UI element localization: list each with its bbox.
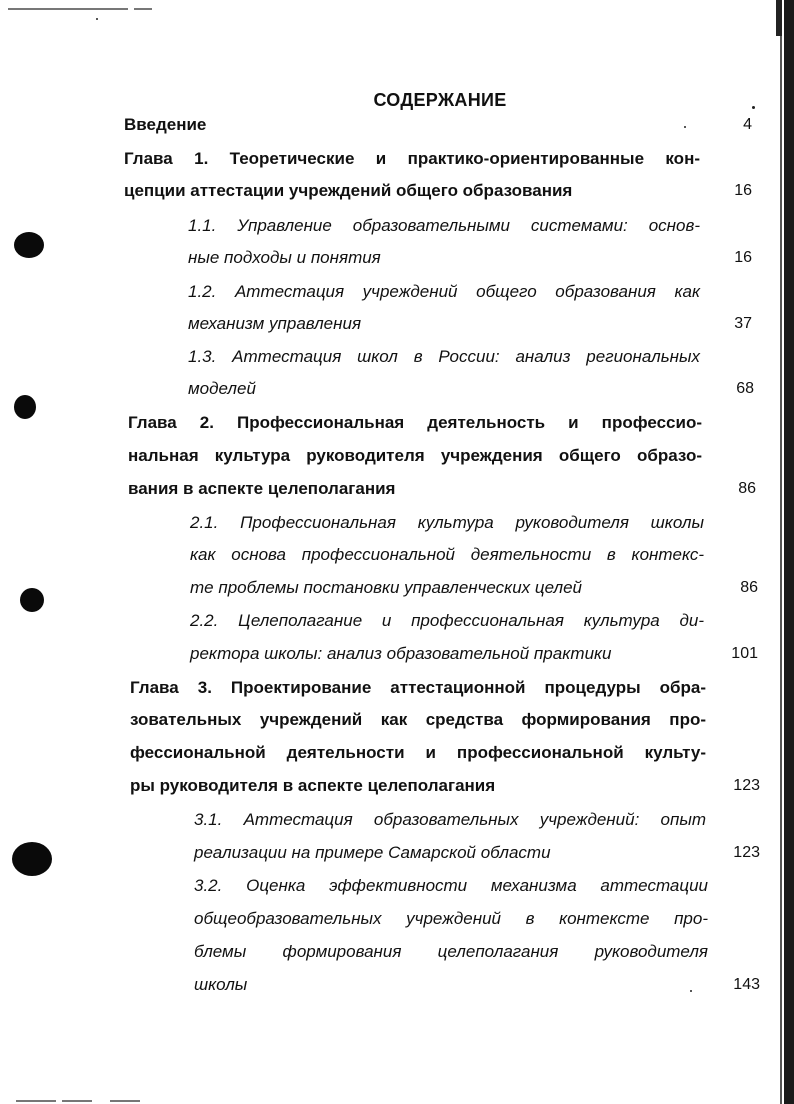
punch-hole bbox=[14, 395, 36, 419]
toc-line: 3.2. Оценка эффективности механизма аттестации bbox=[194, 876, 708, 895]
speck bbox=[684, 126, 686, 128]
toc-line: 3.1. Аттестация образовательных учреждений: опыт bbox=[194, 810, 706, 829]
speck bbox=[96, 18, 98, 20]
scan-line bbox=[134, 8, 152, 10]
toc-line: как основа профессиональной деятельности в контекс- bbox=[190, 545, 704, 564]
punch-hole bbox=[14, 232, 44, 258]
page-number: 68 bbox=[736, 380, 754, 397]
page-number: 37 bbox=[734, 315, 752, 332]
toc-line: общеобразовательных учреждений в контексте про- bbox=[194, 909, 708, 928]
scan-line bbox=[62, 1100, 92, 1102]
scan-edge-line bbox=[780, 0, 782, 1104]
scan-line bbox=[8, 8, 128, 10]
toc-line: вания в аспекте целеполагания bbox=[128, 479, 396, 498]
toc-line: механизм управления bbox=[188, 314, 362, 333]
toc-line: 1.3. Аттестация школ в России: анализ региональных bbox=[188, 347, 700, 366]
toc-line: 1.2. Аттестация учреждений общего образования как bbox=[188, 282, 700, 301]
page-number: 16 bbox=[734, 249, 752, 266]
toc-line: те проблемы постановки управленческих целей bbox=[190, 578, 582, 597]
page-title: СОДЕРЖАНИЕ bbox=[373, 90, 507, 110]
toc-line: школы bbox=[194, 975, 248, 994]
speck bbox=[690, 990, 692, 992]
toc-line: фессиональной деятельности и профессиональной культу- bbox=[130, 743, 706, 762]
page-number: 86 bbox=[740, 579, 758, 596]
scan-line bbox=[110, 1100, 140, 1102]
toc-line: ные подходы и понятия bbox=[188, 248, 381, 267]
toc-line: блемы формирования целеполагания руководителя bbox=[194, 942, 708, 961]
toc-line: Глава 1. Теоретические и практико-ориентированные кон- bbox=[124, 149, 700, 168]
scan-edge-top bbox=[776, 0, 782, 36]
scan-line bbox=[16, 1100, 56, 1102]
page-number: 123 bbox=[733, 844, 760, 861]
toc-line: Глава 2. Профессиональная деятельность и профессио- bbox=[128, 413, 702, 432]
toc-line: Глава 3. Проектирование аттестационной процедуры обра- bbox=[130, 678, 706, 697]
toc-line: реализации на примере Самарской области bbox=[194, 843, 551, 862]
toc-line: зовательных учреждений как средства формирования про- bbox=[130, 710, 706, 729]
toc-line: ры руководителя в аспекте целеполагания bbox=[130, 776, 496, 795]
toc-line: цепции аттестации учреждений общего образования bbox=[124, 181, 573, 200]
toc-line: моделей bbox=[188, 379, 256, 398]
page-number: 4 bbox=[743, 116, 752, 133]
page-number: 123 bbox=[733, 777, 760, 794]
toc-line: нальная культура руководителя учреждения общего образо- bbox=[128, 446, 702, 465]
page-number: 86 bbox=[738, 480, 756, 497]
toc-line: Введение bbox=[124, 115, 207, 134]
page-number: 143 bbox=[733, 976, 760, 993]
toc-line: ректора школы: анализ образовательной практики bbox=[190, 644, 612, 663]
punch-hole bbox=[20, 588, 44, 612]
scan-edge bbox=[784, 0, 794, 1104]
page-number: 101 bbox=[731, 645, 758, 662]
page-number: 16 bbox=[734, 182, 752, 199]
toc-line: 1.1. Управление образовательными системами: основ- bbox=[188, 216, 700, 235]
toc-line: 2.2. Целеполагание и профессиональная культура ди- bbox=[190, 611, 704, 630]
punch-hole bbox=[12, 842, 52, 876]
toc-line: 2.1. Профессиональная культура руководителя школы bbox=[190, 513, 704, 532]
